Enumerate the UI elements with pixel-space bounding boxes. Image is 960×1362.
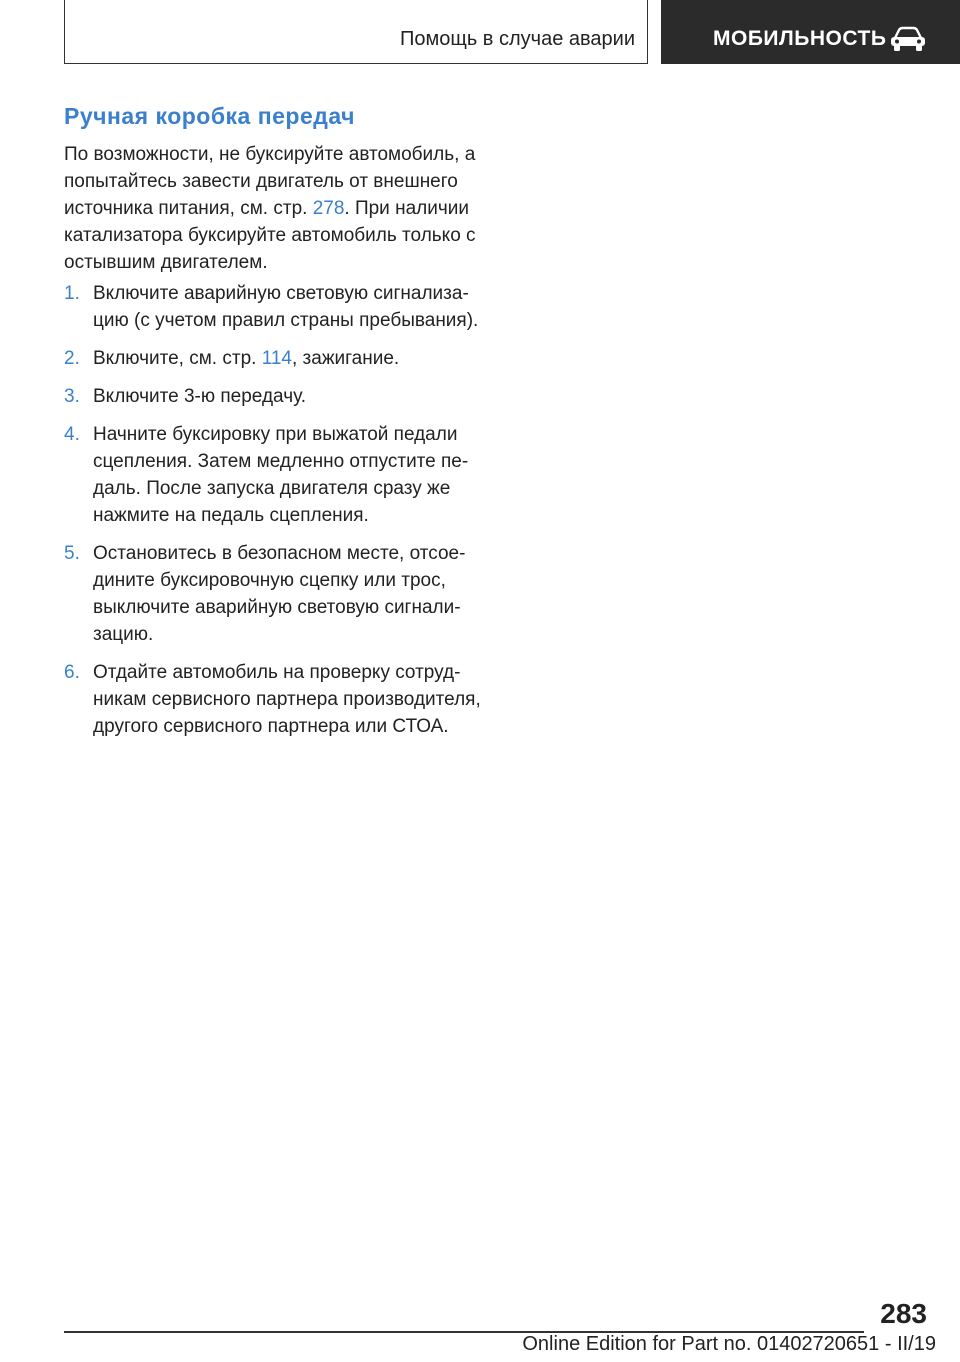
section-title: Помощь в случае аварии [400,28,635,50]
list-item [64,345,484,372]
step-text: Остановитесь в безопасном месте, отсоедините буксировочную сцепку или трос, выключите аварийную световую сигнализацию. [93,543,466,645]
step-number: 1. [64,283,80,304]
section-header [64,0,648,64]
edition-footer: Online Edition for Part no. 01402720651 - II/19 [522,1333,936,1355]
step-text: Включите 3-ю передачу. [93,386,306,407]
step-number: 4. [64,424,80,445]
page-number: 283 [880,1298,927,1329]
chapter-title: МОБИЛЬНОСТЬ [713,27,887,50]
list-item [64,659,484,740]
step-number: 5. [64,543,80,564]
steps-list [64,280,484,751]
step-text: Отдайте автомобиль на проверку сотрудникам сервисного партнера производителя, другого сервисного партнера или СТОА. [93,662,481,737]
intro-paragraph [64,141,484,276]
list-item [64,421,484,529]
step-text-end: , зажигание. [292,348,400,369]
step-number: 6. [64,662,80,683]
step-text: Включите, см. стр. [93,348,262,369]
step-number: 2. [64,348,80,369]
car-icon [889,26,927,52]
step-number: 3. [64,386,80,407]
chapter-tab[interactable] [661,0,960,64]
page-heading: Ручная коробка передач [64,103,355,129]
intro-text: По возможности, не буксируйте автомобиль, а попытайтесь завести двигатель от внешнего источника питания, см. стр. [64,144,476,219]
step-text: Начните буксировку при выжатой педали сцепления. Затем медленно отпустите педаль. После запуска двигателя сразу же нажмите на педаль сцепления. [93,424,469,526]
list-item [64,540,484,648]
intro-text-end: . При наличии катализатора буксируйте автомобиль только с остывшим двигателем. [64,198,476,273]
page-reference-link[interactable]: 278 [312,198,345,219]
list-item [64,280,484,334]
step-text: Включите аварийную световую сигнализацию (с учетом правил страны пребывания). [93,283,479,331]
page-reference-link[interactable]: 114 [261,348,292,369]
list-item [64,383,484,410]
